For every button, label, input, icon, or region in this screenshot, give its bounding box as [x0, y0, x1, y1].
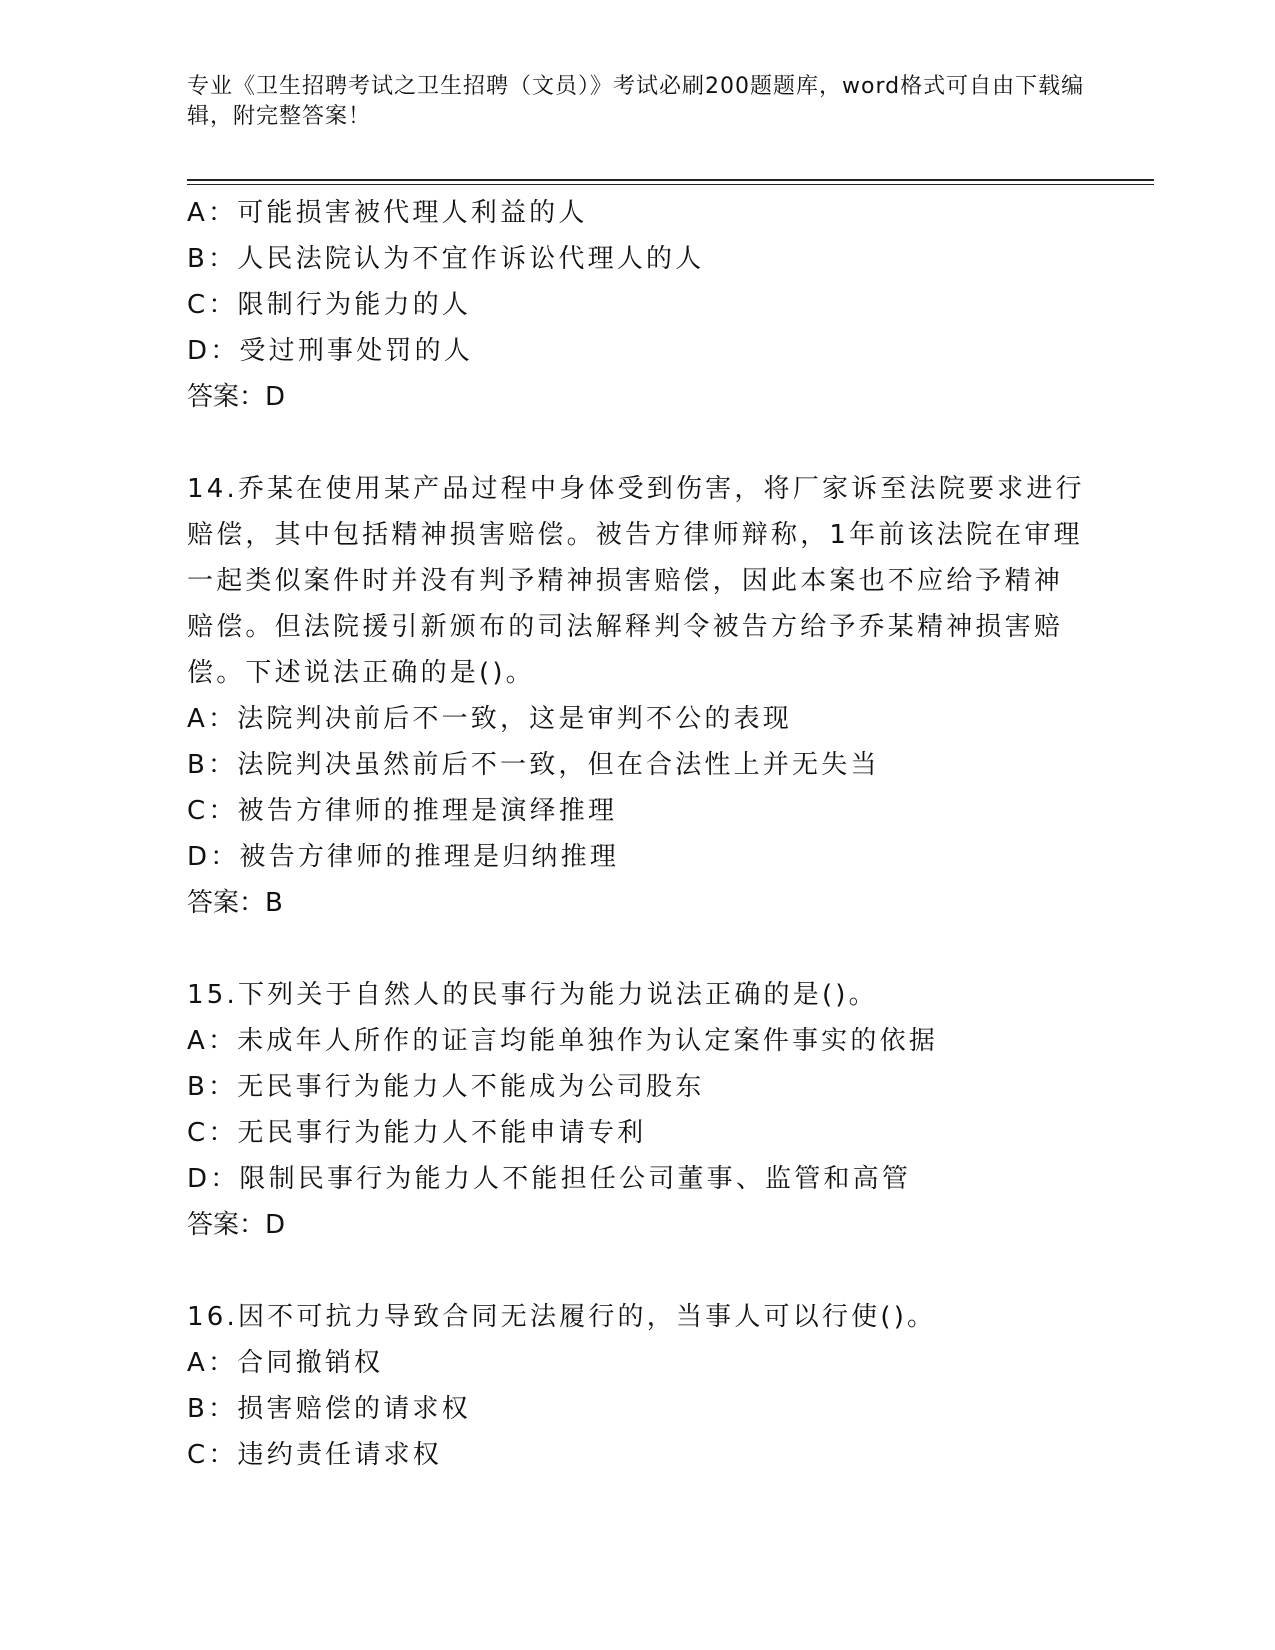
q15-option-a: A：未成年人所作的证言均能单独作为认定案件事实的依据 [187, 1026, 938, 1056]
q15-option-b: B：无民事行为能力人不能成为公司股东 [187, 1072, 705, 1102]
q15-option-c: C：无民事行为能力人不能申请专利 [187, 1118, 647, 1148]
q13-answer: 答案：D [187, 382, 286, 412]
spacer [187, 926, 1087, 972]
q13-option-b: B：人民法院认为不宜作诉讼代理人的人 [187, 244, 705, 274]
document-header: 专业《卫生招聘考试之卫生招聘（文员）》考试必刷200题题库，word格式可自由下载编辑，附完整答案！ [187, 74, 1085, 129]
q14-option-d: D：被告方律师的推理是归纳推理 [187, 842, 620, 872]
q15-option-d: D：限制民事行为能力人不能担任公司董事、监管和高管 [187, 1164, 912, 1194]
header-rule-thin [187, 184, 1154, 185]
q14-option-c: C：被告方律师的推理是演绎推理 [187, 796, 618, 826]
q14-option-b: B：法院判决虽然前后不一致，但在合法性上并无失当 [187, 750, 880, 780]
q16-stem: 16.因不可抗力导致合同无法履行的，当事人可以行使()。 [187, 1302, 937, 1332]
header-rule-thick [187, 179, 1154, 181]
q13-option-d: D：受过刑事处罚的人 [187, 336, 474, 366]
q16-option-b: B：损害赔偿的请求权 [187, 1394, 471, 1424]
q14-stem: 14.乔某在使用某产品过程中身体受到伤害，将厂家诉至法院要求进行赔偿，其中包括精神损害赔偿。被告方律师辩称，1年前该法院在审理一起类似案件时并没有判予精神损害赔偿，因此本案也不应给予精神赔偿。但法院援引新颁布的司法解释判令被告方给予乔某精神损害赔偿。下述说法正确的是()。 [187, 474, 1085, 688]
spacer [187, 420, 1087, 466]
q15-stem: 15.下列关于自然人的民事行为能力说法正确的是()。 [187, 980, 878, 1010]
q13-option-a: A：可能损害被代理人利益的人 [187, 198, 588, 228]
q15-answer: 答案：D [187, 1210, 286, 1240]
q16-option-a: A：合同撤销权 [187, 1348, 384, 1378]
q16-option-c: C：违约责任请求权 [187, 1440, 442, 1470]
q14-option-a: A：法院判决前后不一致，这是审判不公的表现 [187, 704, 792, 734]
q14-answer: 答案：B [187, 888, 283, 918]
question-content [187, 190, 1087, 1478]
q13-option-c: C：限制行为能力的人 [187, 290, 472, 320]
spacer [187, 1248, 1087, 1294]
